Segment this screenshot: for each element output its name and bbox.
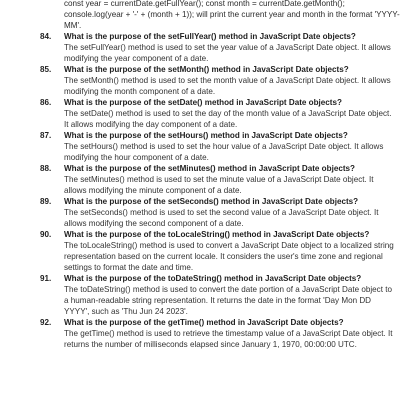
qa-item-87 — [40, 130, 400, 163]
question-text: What is the purpose of the toDateString() method in JavaScript Date objects? — [64, 274, 362, 283]
question-text: What is the purpose of the setFullYear() method in JavaScript Date objects? — [64, 32, 356, 41]
question-text: What is the purpose of the setMinutes() method in JavaScript Date objects? — [64, 164, 355, 173]
intro-text: const year = currentDate.getFullYear(); const month = currentDate.getMonth(); console.log(year + '-' + (month + 1)); will print the current year and month in the format 'YYYY-MM'. — [64, 0, 400, 30]
question-number: 88. — [40, 164, 52, 173]
answer-text: The setMonth() method is used to set the month value of a JavaScript Date object. It allows modifying the month component of a date. — [64, 76, 391, 96]
question-number: 92. — [40, 318, 52, 327]
question-number: 87. — [40, 131, 52, 140]
question-number: 86. — [40, 98, 52, 107]
answer-text: The setHours() method is used to set the hour value of a JavaScript Date object. It allows modifying the hour component of a date. — [64, 142, 384, 162]
answer-text: The setFullYear() method is used to set the year value of a JavaScript Date object. It allows modifying the year component of a date. — [64, 43, 391, 63]
question-number: 85. — [40, 65, 52, 74]
qa-item-89 — [40, 196, 400, 229]
answer-text: The getTime() method is used to retrieve the timestamp value of a JavaScript Date object. It returns the number of milliseconds elapsed since January 1, 1970, 00:00:00 UTC. — [64, 329, 393, 349]
qa-item-86 — [40, 97, 400, 130]
question-text: What is the purpose of the setHours() method in JavaScript Date objects? — [64, 131, 348, 140]
question-number: 89. — [40, 197, 52, 206]
qa-list — [40, 31, 400, 350]
question-text: What is the purpose of the toLocaleString() method in JavaScript Date objects? — [64, 230, 370, 239]
answer-text: The toDateString() method is used to convert the date portion of a JavaScript Date object to a human-readable string representation. It returns the date in the format 'Day Mon DD YYYY', such as 'Thu Jun 24 2023'. — [64, 285, 392, 316]
answer-text: The toLocaleString() method is used to convert a JavaScript Date object to a localized string representation based on the current locale. It considers the user's time zone and regional settings to format the date and time. — [64, 241, 394, 272]
question-text: What is the purpose of the setSeconds() method in JavaScript Date objects? — [64, 197, 359, 206]
question-text: What is the purpose of the getTime() method in JavaScript Date objects? — [64, 318, 344, 327]
question-number: 91. — [40, 274, 52, 283]
qa-item-85 — [40, 64, 400, 97]
qa-item-84 — [40, 31, 400, 64]
answer-text: The setSeconds() method is used to set the second value of a JavaScript Date object. It allows modifying the second component of a date. — [64, 208, 379, 228]
qa-item-91 — [40, 273, 400, 317]
question-number: 84. — [40, 32, 52, 41]
qa-item-92 — [40, 317, 400, 350]
question-text: What is the purpose of the setDate() method in JavaScript Date objects? — [64, 98, 342, 107]
qa-item-90 — [40, 229, 400, 273]
qa-item-88 — [40, 163, 400, 196]
answer-text: The setDate() method is used to set the day of the month value of a JavaScript Date object. It allows modifying the day component of a date. — [64, 109, 392, 129]
question-number: 90. — [40, 230, 52, 239]
question-text: What is the purpose of the setMonth() method in JavaScript Date objects? — [64, 65, 349, 74]
answer-text: The setMinutes() method is used to set the minute value of a JavaScript Date object. It allows modifying the minute component of a date. — [64, 175, 374, 195]
